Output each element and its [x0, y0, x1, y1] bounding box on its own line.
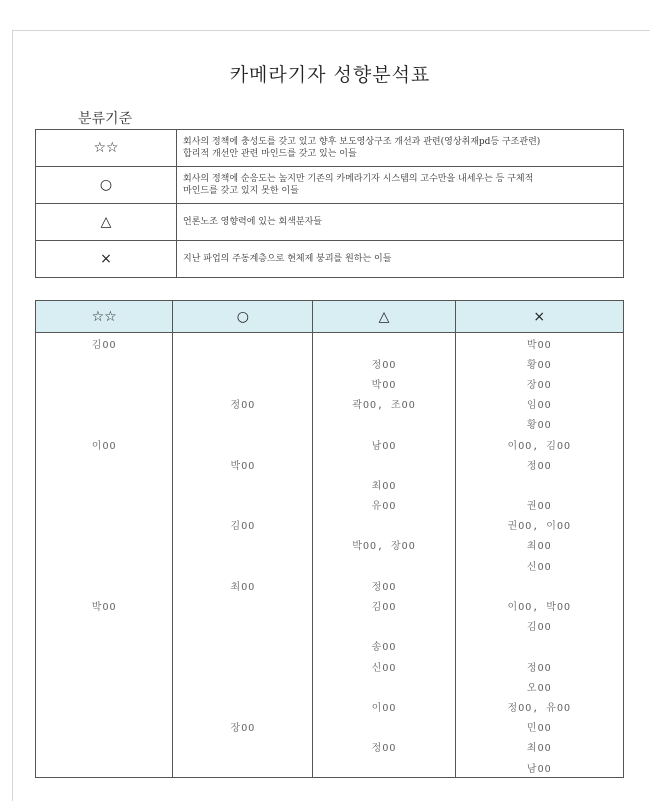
- table-cell: 이OO: [313, 696, 455, 716]
- table-cell: 이OO, 박OO: [455, 595, 623, 615]
- table-row: [36, 757, 624, 778]
- table-cell: 최OO: [313, 474, 455, 494]
- column-header: ☆☆: [36, 301, 173, 333]
- table-cell: 오OO: [455, 676, 623, 696]
- table-row: [36, 696, 624, 716]
- table-cell: [36, 737, 173, 757]
- table-cell: 정OO: [173, 394, 313, 414]
- table-cell: 남OO: [313, 434, 455, 454]
- criteria-line: 마인드를 갖고 있지 못한 이들: [183, 186, 299, 196]
- table-cell: 정OO: [313, 353, 455, 373]
- classification-table: [35, 300, 624, 778]
- table-cell: [36, 353, 173, 373]
- table-cell: [36, 696, 173, 716]
- table-cell: [313, 757, 455, 778]
- table-cell: [36, 394, 173, 414]
- criteria-description: [177, 167, 624, 204]
- table-cell: [173, 676, 313, 696]
- table-cell: [36, 636, 173, 656]
- criteria-line: 회사의 정책에 순응도는 높지만 기존의 카메라기자 시스템의 고수만을 내세우는 등 구체적: [183, 174, 534, 184]
- table-cell: [313, 515, 455, 535]
- table-cell: [313, 333, 455, 354]
- table-cell: 곽OO, 조OO: [313, 394, 455, 414]
- page-edge: [12, 30, 13, 801]
- table-cell: 권OO: [455, 495, 623, 515]
- table-row: [36, 495, 624, 515]
- table-cell: [313, 717, 455, 737]
- table-header-row: [36, 301, 624, 333]
- table-row: [36, 555, 624, 575]
- table-cell: 박OO: [173, 454, 313, 474]
- criteria-row: [36, 167, 624, 204]
- table-cell: [173, 535, 313, 555]
- table-cell: [455, 474, 623, 494]
- criteria-description: [177, 241, 624, 278]
- table-row: [36, 737, 624, 757]
- table-cell: [455, 636, 623, 656]
- column-header: △: [313, 301, 455, 333]
- table-cell: [36, 414, 173, 434]
- criteria-description: [177, 204, 624, 241]
- table-cell: [36, 616, 173, 636]
- table-row: [36, 595, 624, 615]
- table-cell: 황OO: [455, 353, 623, 373]
- table-cell: [173, 636, 313, 656]
- table-cell: [173, 353, 313, 373]
- table-row: [36, 656, 624, 676]
- table-cell: [173, 373, 313, 393]
- criteria-line: 회사의 정책에 충성도를 갖고 있고 향후 보도영상구조 개선과 관련(영상취재pd등 구조관련): [183, 137, 541, 147]
- criteria-symbol: △: [36, 204, 177, 241]
- table-cell: [313, 454, 455, 474]
- table-cell: 임OO: [455, 394, 623, 414]
- table-cell: [36, 555, 173, 575]
- table-cell: [173, 434, 313, 454]
- table-cell: [36, 676, 173, 696]
- table-row: [36, 676, 624, 696]
- table-row: [36, 616, 624, 636]
- criteria-row: [36, 204, 624, 241]
- column-header: ○: [173, 301, 313, 333]
- table-row: [36, 717, 624, 737]
- table-cell: [173, 555, 313, 575]
- page-title: 카메라기자 성향분석표: [229, 64, 431, 86]
- table-cell: 김OO: [36, 333, 173, 354]
- table-row: [36, 333, 624, 354]
- criteria-symbol: ☆☆: [36, 130, 177, 167]
- table-cell: [313, 616, 455, 636]
- table-cell: 정OO, 유OO: [455, 696, 623, 716]
- table-cell: [173, 595, 313, 615]
- table-cell: 장OO: [455, 373, 623, 393]
- table-cell: 최OO: [455, 737, 623, 757]
- table-cell: 박OO: [313, 373, 455, 393]
- table-row: [36, 515, 624, 535]
- table-row: [36, 414, 624, 434]
- criteria-symbol: ×: [36, 241, 177, 278]
- table-cell: [173, 737, 313, 757]
- table-cell: 김OO: [455, 616, 623, 636]
- table-cell: [173, 495, 313, 515]
- table-cell: 남OO: [455, 757, 623, 778]
- table-row: [36, 636, 624, 656]
- table-cell: 황OO: [455, 414, 623, 434]
- table-cell: 최OO: [455, 535, 623, 555]
- table-cell: 신OO: [313, 656, 455, 676]
- table-cell: 박OO: [455, 333, 623, 354]
- table-cell: [36, 495, 173, 515]
- table-cell: [313, 414, 455, 434]
- criteria-description: [177, 130, 624, 167]
- table-cell: 신OO: [455, 555, 623, 575]
- table-cell: [36, 373, 173, 393]
- table-cell: 정OO: [313, 575, 455, 595]
- table-row: [36, 474, 624, 494]
- criteria-line: 합리적 개선안 관련 마인드를 갖고 있는 이들: [183, 149, 357, 159]
- table-row: [36, 535, 624, 555]
- table-cell: [173, 414, 313, 434]
- criteria-symbol: ○: [36, 167, 177, 204]
- table-cell: [173, 616, 313, 636]
- table-cell: 정OO: [313, 737, 455, 757]
- table-cell: [455, 575, 623, 595]
- table-cell: 송OO: [313, 636, 455, 656]
- table-cell: [36, 717, 173, 737]
- table-cell: [173, 757, 313, 778]
- table-cell: 유OO: [313, 495, 455, 515]
- table-cell: 김OO: [173, 515, 313, 535]
- table-cell: [36, 757, 173, 778]
- table-row: [36, 373, 624, 393]
- table-cell: [36, 575, 173, 595]
- table-cell: [173, 656, 313, 676]
- table-cell: 최OO: [173, 575, 313, 595]
- table-cell: 박OO: [36, 595, 173, 615]
- table-cell: [313, 676, 455, 696]
- table-cell: 정OO: [455, 656, 623, 676]
- table-body: [36, 333, 624, 778]
- column-header: ×: [455, 301, 623, 333]
- table-cell: 이OO: [36, 434, 173, 454]
- criteria-row: [36, 130, 624, 167]
- table-cell: 이OO, 김OO: [455, 434, 623, 454]
- table-row: [36, 454, 624, 474]
- table-cell: 김OO: [313, 595, 455, 615]
- table-cell: [36, 474, 173, 494]
- table-row: [36, 353, 624, 373]
- criteria-heading: 분류기준: [78, 111, 133, 127]
- table-cell: [36, 656, 173, 676]
- table-row: [36, 394, 624, 414]
- table-cell: 권OO, 이OO: [455, 515, 623, 535]
- table-cell: [173, 696, 313, 716]
- criteria-line: 언론노조 영향력에 있는 회색분자들: [183, 217, 322, 227]
- table-cell: 장OO: [173, 717, 313, 737]
- table-cell: [36, 535, 173, 555]
- criteria-line: 지난 파업의 주동계층으로 현체제 붕괴를 원하는 이들: [183, 254, 392, 264]
- table-cell: 민OO: [455, 717, 623, 737]
- table-cell: [173, 474, 313, 494]
- table-cell: [313, 555, 455, 575]
- criteria-table: [35, 129, 624, 278]
- table-cell: 박OO, 장OO: [313, 535, 455, 555]
- criteria-row: [36, 241, 624, 278]
- table-cell: [173, 333, 313, 354]
- table-cell: [36, 454, 173, 474]
- table-row: [36, 575, 624, 595]
- table-row: [36, 434, 624, 454]
- table-cell: [36, 515, 173, 535]
- page-edge: [12, 30, 650, 31]
- table-cell: 정OO: [455, 454, 623, 474]
